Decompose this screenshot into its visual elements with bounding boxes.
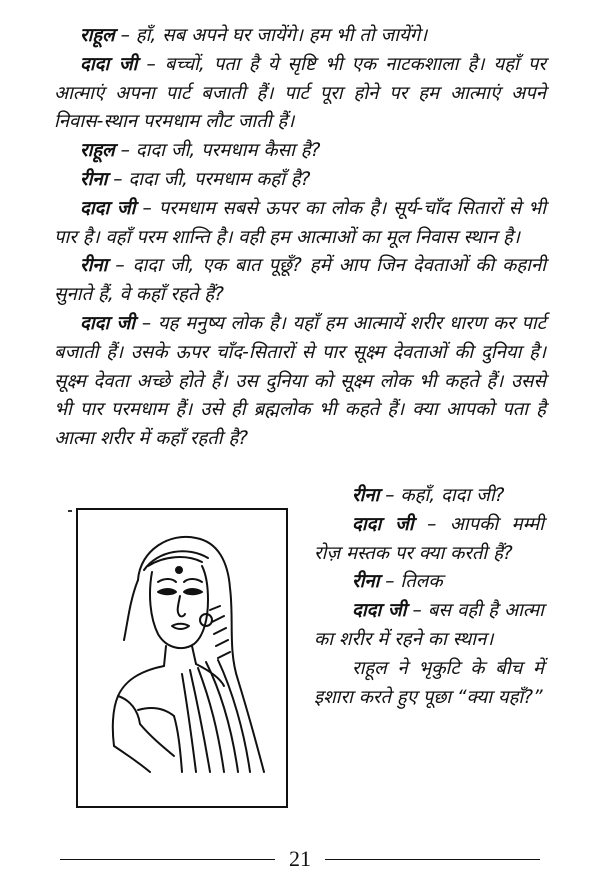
paragraph: [54, 310, 546, 454]
footer-rule-right: [325, 859, 540, 860]
woman-illustration-icon: [78, 510, 286, 806]
dialogue-text: – दादा जी, एक बात पूछूँ? हमें आप जिन देवताओं की कहानी सुनाते हैं, वे कहाँ रहते हैं?: [54, 255, 546, 306]
right-column-text: [314, 482, 544, 712]
speaker-name: दादा जी: [352, 513, 414, 535]
speaker-name: दादा जी: [80, 53, 138, 75]
speaker-name: रीना: [80, 255, 108, 277]
paragraph: [54, 137, 546, 166]
dialogue-text: – बच्चों, पता है ये सृष्टि भी एक नाटकशाला है। यहाँ पर आत्माएं अपना पार्ट बजाती हैं। पार्ट पूरा होने पर हम आत्माएं अपने निवास-स्थान परमधाम लौट जाती हैं।: [54, 53, 546, 133]
dialogue-text: – बस वही है आत्मा का शरीर में रहने का स्थान।: [314, 600, 544, 650]
stray-mark: [68, 510, 72, 512]
paragraph: [314, 597, 544, 655]
dialogue-text: – यह मनुष्य लोक है। यहाँ हम आत्मायें शरीर धारण कर पार्ट बजाती हैं। उसके ऊपर चाँद-सितारों से पार सूक्ष्म देवताओं की दुनिया है। सूक्ष्म देवता अच्छे होते हैं। उस दुनिया को सूक्ष्म लोक भी कहते हैं। उससे भी पार परमधाम हैं। उसे ही ब्रह्मलोक भी कहते हैं। क्या आपको पता है आत्मा शरीर में कहाँ रहती है?: [54, 312, 546, 450]
paragraph: [54, 252, 546, 310]
main-text-block: [54, 22, 546, 454]
speaker-name: रीना: [352, 571, 380, 593]
woman-with-saree-illustration: [76, 508, 288, 808]
page-footer: [60, 844, 540, 874]
paragraph: [54, 22, 546, 51]
speaker-name: दादा जी: [80, 312, 136, 334]
speaker-name: रीना: [352, 485, 380, 506]
speaker-name: राहूल: [80, 25, 115, 46]
paragraph: [54, 51, 546, 137]
dialogue-text: – हाँ, सब अपने घर जायेंगे। हम भी तो जायेंगे।: [114, 25, 428, 46]
dialogue-text: – दादा जी, परमधाम कैसा है?: [114, 140, 321, 162]
dialogue-text: – कहाँ, दादा जी?: [379, 485, 505, 506]
paragraph: [54, 195, 546, 253]
paragraph: [314, 655, 544, 713]
speaker-name: राहूल: [80, 140, 115, 162]
paragraph: [314, 511, 544, 569]
paragraph: [314, 568, 544, 597]
footer-rule-left: [60, 859, 275, 860]
page-number: 21: [289, 846, 311, 871]
speaker-name: दादा जी: [352, 600, 407, 622]
dialogue-text: राहूल ने भृकुटि के बीच में इशारा करते हुए पूछा “क्या यहाँ?”: [314, 657, 544, 708]
dialogue-text: – परमधाम सबसे ऊपर का लोक है। सूर्य-चाँद सितारों से भी पार है। वहाँ परम शान्ति है। वही हम आत्माओं का मूल निवास स्थान है।: [54, 197, 546, 248]
paragraph: [54, 166, 546, 195]
speaker-name: दादा जी: [80, 197, 136, 219]
speaker-name: रीना: [80, 168, 108, 190]
dialogue-text: – तिलक: [379, 571, 443, 593]
dialogue-text: – आपकी मम्मी रोज़ मस्तक पर क्या करती हैं?: [314, 513, 544, 564]
paragraph: [314, 482, 544, 511]
dialogue-text: – दादा जी, परमधाम कहाँ है?: [107, 168, 311, 190]
